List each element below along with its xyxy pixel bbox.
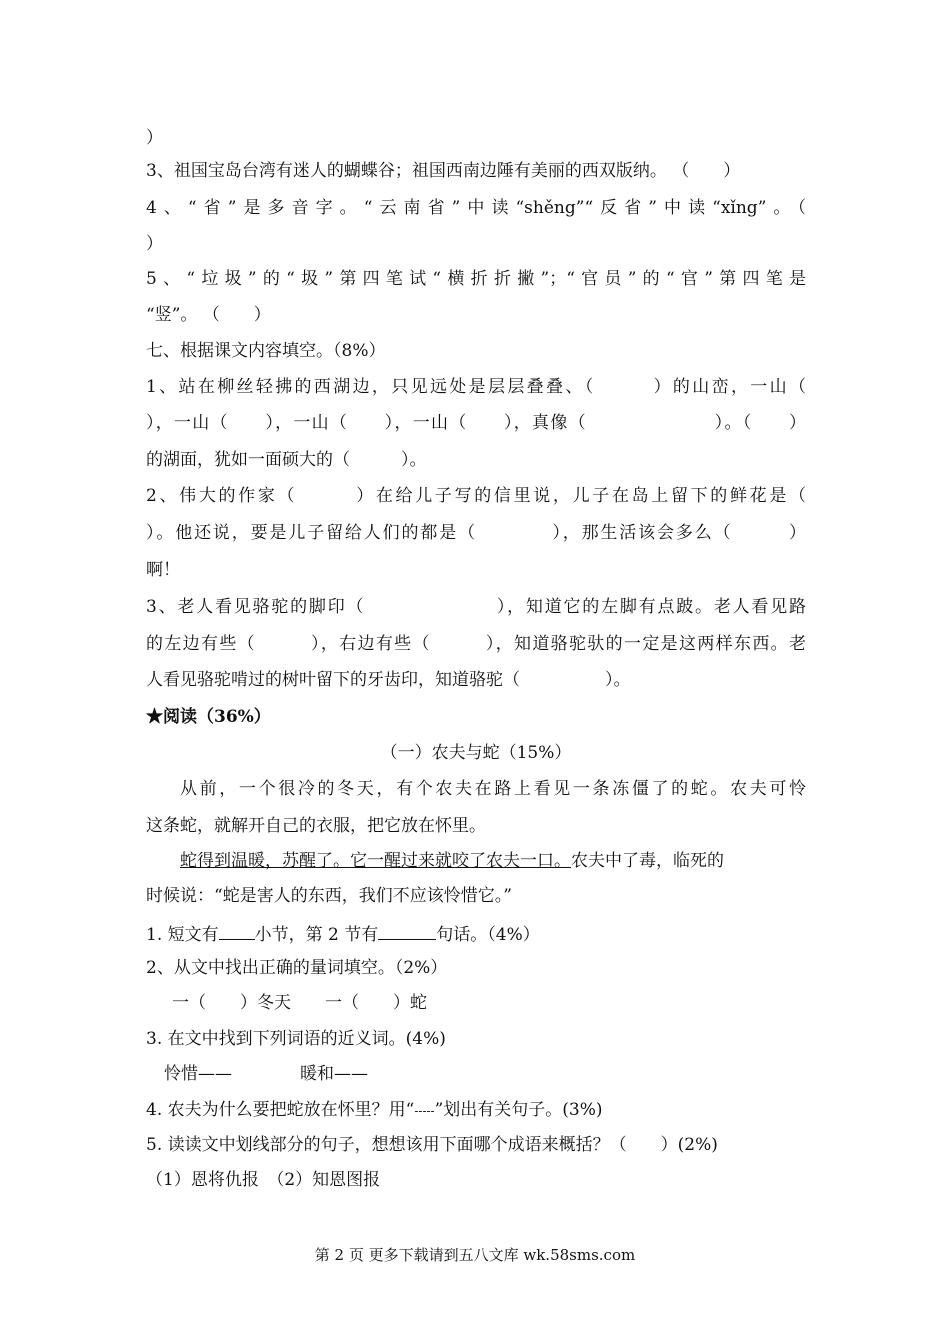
question-1 bbox=[146, 921, 806, 943]
question-text: 4. 农夫为什么要把蛇放在怀里？用“ bbox=[146, 1100, 415, 1120]
text-line: 的左边有些（ ），右边有些（ ），知道骆驼驮的一定是这两样东西。老 bbox=[146, 634, 806, 654]
question-2-answers: 一（ ）冬天 一（ ）蛇 bbox=[172, 993, 427, 1013]
question-2: 2、从文中找出正确的量词填空。（2%） bbox=[146, 958, 448, 978]
text-line: 的湖面，犹如一面硕大的（ ）。 bbox=[146, 450, 427, 470]
question-text: 1. 短文有 bbox=[146, 925, 219, 945]
text-line: “竖”。 （ ） bbox=[146, 305, 271, 325]
text-line: 4、“省”是多音字。“云南省”中读“shěng”“反省”中读“xǐng”。（ bbox=[146, 198, 806, 218]
passage-line: 从前，一个很冷的冬天，有个农夫在路上看见一条冻僵了的蛇。农夫可怜 bbox=[180, 779, 806, 799]
question-3-words: 怜惜—— 暖和—— bbox=[164, 1064, 368, 1084]
question-3: 3. 在文中找到下列词语的近义词。(4%) bbox=[146, 1029, 446, 1049]
question-text: 小节，第 2 节有 bbox=[254, 925, 379, 945]
underlined-sentence: 蛇得到温暖，苏醒了。它一醒过来就咬了农夫一口。 bbox=[180, 851, 571, 871]
text-line: 3、祖国宝岛台湾有迷人的蝴蝶谷；祖国西南边陲有美丽的西双版纳。 （ ） bbox=[146, 161, 741, 181]
dashed-line-mark: ----- bbox=[414, 1104, 435, 1118]
text-line: 2、伟大的作家（ ）在给儿子写的信里说，儿子在岛上留下的鲜花是（ bbox=[146, 486, 806, 506]
text-line: ），一山（ ），一山（ ），一山（ ），真像（ ）。（ ） bbox=[146, 413, 806, 433]
text-line: 1、站在柳丝轻拂的西湖边，只见远处是层层叠叠、（ ）的山峦，一山（ bbox=[146, 377, 806, 397]
text-line: 5、“垃圾”的“圾”第四笔试“横折折撇”；“官员”的“官”第四笔是 bbox=[146, 269, 806, 289]
passage-line: 这条蛇，就解开自己的衣服，把它放在怀里。 bbox=[146, 816, 486, 836]
question-5-options: （1）恩将仇报 （2）知恩图报 bbox=[146, 1170, 381, 1190]
page-footer: 第 2 页 更多下载请到五八文库 wk.58sms.com bbox=[314, 1246, 636, 1264]
answer-blank[interactable] bbox=[378, 921, 436, 940]
passage-title: （一）农夫与蛇（15%） bbox=[380, 743, 572, 763]
question-text: ”划出有关句子。(3%) bbox=[434, 1100, 603, 1120]
answer-blank[interactable] bbox=[219, 921, 255, 940]
passage-line bbox=[180, 850, 806, 872]
question-4 bbox=[146, 1099, 806, 1121]
question-text: 句话。（4%） bbox=[436, 925, 540, 945]
text-line: ）。他还说，要是儿子留给人们的都是（ ），那生活该会多么（ ） bbox=[146, 523, 806, 543]
text-line: ） bbox=[146, 234, 163, 254]
text-line: 3、老人看见骆驼的脚印（ ），知道它的左脚有点跛。老人看见路 bbox=[146, 597, 806, 617]
section-heading: 七、根据课文内容填空。（8%） bbox=[146, 341, 386, 361]
reading-heading: ★阅读（36%） bbox=[146, 707, 271, 727]
question-5: 5. 读读文中划线部分的句子，想想该用下面哪个成语来概括？（ ）(2%) bbox=[146, 1135, 718, 1155]
text-line: 人看见骆驼啃过的树叶留下的牙齿印，知道骆驼（ ）。 bbox=[146, 670, 631, 690]
passage-text: 农夫中了毒，临死的 bbox=[571, 851, 724, 871]
passage-line: 时候说：“蛇是害人的东西，我们不应该怜惜它。” bbox=[146, 886, 512, 906]
text-line: ） bbox=[146, 128, 163, 148]
text-line: 啊！ bbox=[146, 560, 180, 580]
